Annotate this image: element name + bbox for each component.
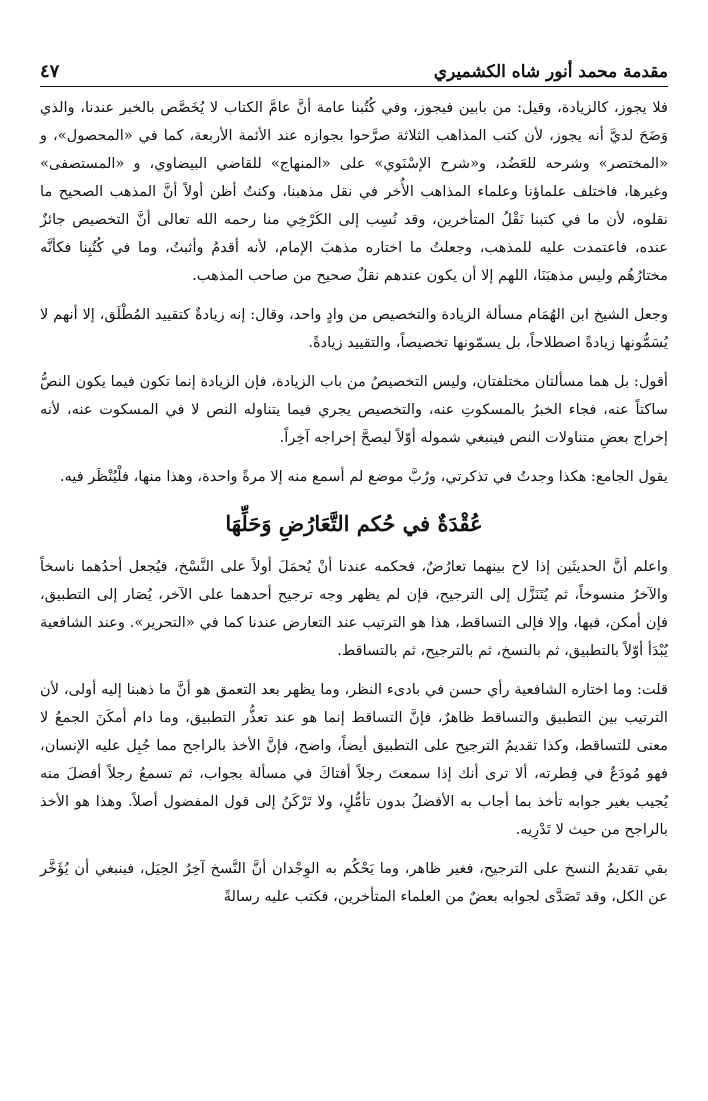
paragraph: بقي تقديمُ النسخ على الترجيح، فغير ظاهر، وما يَحْكُم به الوِجْدان أنَّ النَّسخ آخِرُ الحِيَل، فينبغي أن يُؤَخَّر عن الكل، وقد تَصَدَّى لجوابه بعضٌ من العلماء المتأخرين، فكتب عليه رسالةً [40, 860, 668, 905]
page-body [40, 94, 668, 922]
page-header [40, 48, 668, 87]
paragraph: واعلم أنَّ الحديثَين إذا لاح بينهما تعارُضٌ، فحكمه عندنا أنْ يُحمَلَ أولاً على النَّسْخ، فيُجعل أحدُهما ناسخاً والآخرُ منسوخاً، ثم يُتَنَزَّل إلى الترجيح، فإن لم يظهر وجه ترجيح أحدهما على الآخر، يُصَار إلى التطبيق، فإن أمكن، فبها، وإلا فإلى التساقط، هذا هو الترتيب عند التعارض عندنا كما في «التحرير». وعند الشافعية يُبْدَأ أوّلاً بالتطبيق، ثم بالنسخ، ثم بالترجيح، ثم بالتساقط. [40, 558, 668, 659]
paragraph: وجعل الشيخ ابن الهُمَام مسألة الزيادة والتخصيص من وادٍ واحد، وقال: إنه زيادةٌ كتقييد المُطْلَق، إلا أنهم لا يُسَمُّونها زيادةً اصطلاحاً، بل يسمّونها تخصيصاً، والتقييد زيادةً. [40, 306, 668, 351]
section-heading: عُقْدَةٌ في حُكم التَّعَارُضِ وَحَلِّهَا [225, 511, 483, 536]
paragraph: قلت: وما اختاره الشافعية رأي حسن في بادىء النظر، وما يظهر بعد التعمق هو أنَّ ما ذهبنا إليه أولى، لأن الترتيب بين التطبيق والتساقط ظاهرٌ، فإنَّ التساقط إنما هو عند تعذُّر التطبيق، وما دام أمكَنَ الجمعُ لا معنى للتساقط، وكذا تقديمُ الترجيح على التطبيق أيضاً، واضح، فإنَّ الأخذ بالراجح مما جُبِل عليه الإنسان، فهو مُودَعٌ في فِطرته، ألا ترى أنك إذا سمعتَ رجلاً أفتاكَ في مسألة بجواب، ثم تسمعُ رجلاً أفضلَ منه يُجيب بغير جوابه تأخذ بما أجاب به الأفضلُ بدون تأمُّلٍ، ولا تَرْكَنُ إلى قول المفضول أصلاً. وهذا هو الأخذ بالراجح من حيث لا تَدْرِيه. [40, 681, 668, 838]
paragraph: يقول الجامع: هكذا وجدتُ في تذكرتي، ورُبَّ موضع لم أسمع منه إلا مرةً واحدة، وهذا منها، فلْيُنْظَر فيه. [59, 468, 668, 485]
paragraph: فلا يجوز، كالزيادة، وقيل: من بابين فيجوز، وفي كُتُبنا عامة أنَّ عامَّ الكتاب لا يُخَصَّص بالخبر عندنا، والذي وَضَحَ لديَّ أنه يجوز، لأن كتب المذاهب الثلاثة صرَّحوا بجوازه عند الأئمة الأربعة، كما في «المحصول»، و «المختصر» وشرحه للعَضُد، و«شرح الإسْنَوي» على «المنهاج» للقاضي البيضاوي، و «المستصفى» وغيرها، فاختلف علماؤنا وعلماء المذاهب الأُخر في نقل مذهبنا، وكنتُ أظن أولاً أنَّ المذهب الصحيح ما نقلوه، لأن ما في كتبنا نَقْلُ المتأخرين، وقد نُسِب إلى الكَرْخِي منا رحمه الله تعالى أنَّ التخصيص جائزٌ عنده، فاعتمدت عليه للمذهب، وجعلتُ ما اختاره مذهبَ الإمام، لأنه أقدمُ وأثبتُ، وما في كُتُبِنا فكأنَّه مختارُهُم وليس مذهبَنَا، اللهم إلا أن يكون عندهم نقلٌ صحيح من صاحب المذهب. [40, 99, 668, 284]
running-title: مقدمة محمد أنور شاه الكشميري [433, 62, 668, 82]
paragraph: أقول: بل هما مسألتان مختلفتان، وليس التخصيصُ من باب الزيادة، فإن الزيادة إنما تكون فيما يكون النصُّ ساكتاً عنه، فجاء الخبرُ بالمسكوتِ عنه، والتخصيص يجري فيما يتناوله النص لا في المسكوت عنه، لأنه إخراج بعضِ متناولات النص فينبغي شموله أوّلاً ليصحَّ إخراجه آخِراً. [40, 373, 668, 446]
page-number: ٤٧ [40, 61, 60, 82]
